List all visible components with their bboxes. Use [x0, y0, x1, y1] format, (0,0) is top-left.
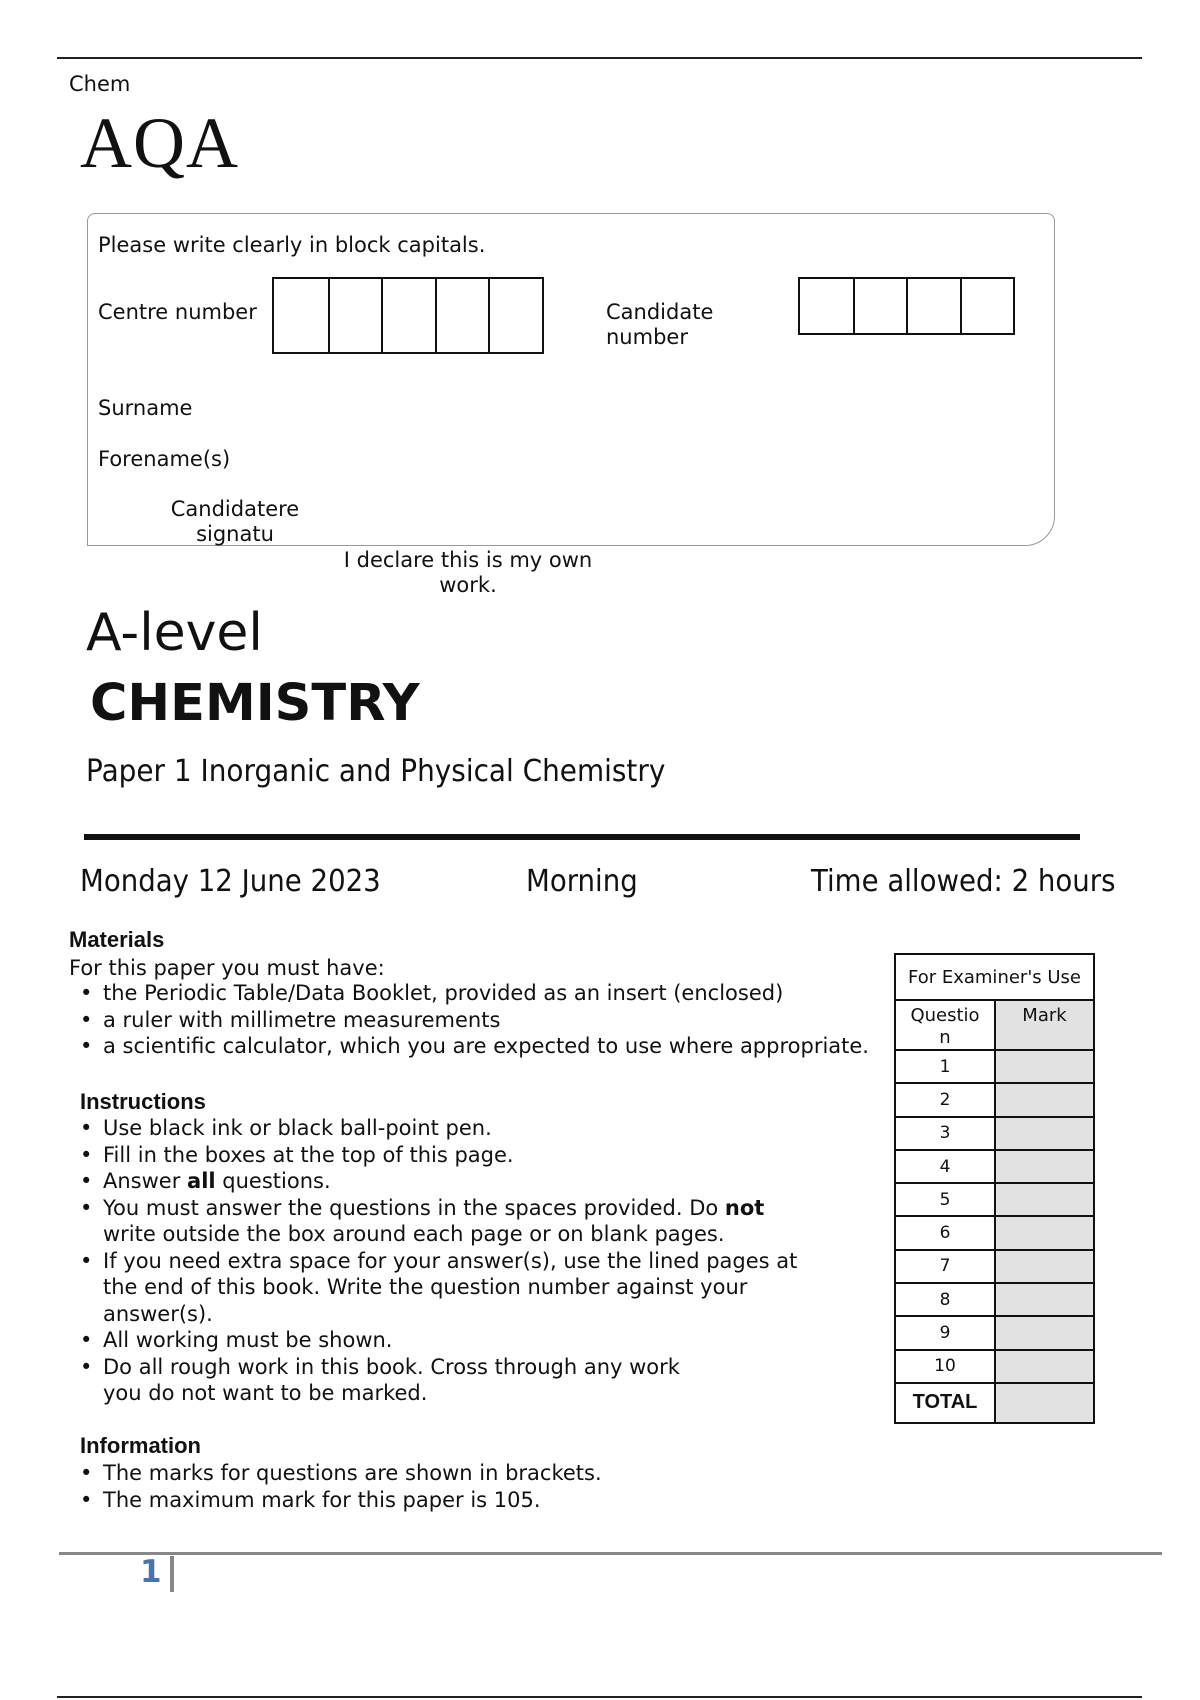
forenames-label: Forename(s): [98, 447, 231, 471]
list-item: • All working must be shown.: [69, 1327, 889, 1354]
time-allowed: Time allowed: 2 hours: [811, 864, 1116, 899]
item-text: You must answer the questions in the spaces provided. Do: [103, 1195, 725, 1220]
signature-label-line1: Candidatere: [170, 497, 300, 521]
centre-number-boxes[interactable]: [272, 277, 544, 354]
materials-list: [69, 980, 869, 1060]
question-number: 9: [895, 1316, 995, 1349]
item-text: answer(s).: [103, 1301, 213, 1326]
item-text: Answer: [103, 1169, 188, 1193]
question-number: 10: [895, 1350, 995, 1383]
mark-cell: [995, 1216, 1094, 1249]
item-emphasis: not: [724, 1195, 765, 1220]
mark-cell: [995, 1316, 1094, 1349]
declaration-line1: I declare this is my own: [343, 548, 593, 572]
list-item: • The marks for questions are shown in brackets.: [69, 1460, 602, 1487]
aqa-logo: AQA: [80, 103, 239, 183]
list-item: [69, 1248, 889, 1328]
mark-cell: [995, 1350, 1094, 1383]
question-number: 4: [895, 1150, 995, 1183]
mark-cell: [995, 1150, 1094, 1183]
title-divider: [84, 834, 1080, 840]
surname-label: Surname: [98, 396, 193, 420]
centre-number-digit[interactable]: [488, 279, 542, 352]
signature-label: [150, 497, 320, 547]
list-item: • a ruler with millimetre measurements: [69, 1007, 869, 1034]
mark-cell: [995, 1083, 1094, 1116]
question-header-line1: Questio: [910, 1005, 980, 1026]
candidate-number-label-line1: Candidate: [606, 300, 714, 324]
forenames-field[interactable]: [260, 439, 1020, 473]
information-heading: Information: [80, 1433, 201, 1458]
item-text: write outside the box around each page or on blank pages.: [103, 1222, 725, 1246]
question-number: 2: [895, 1083, 995, 1116]
list-item: [69, 1195, 889, 1248]
item-emphasis: all: [187, 1169, 216, 1193]
page-number-bar: [170, 1556, 174, 1592]
item-text: the end of this book. Write the question number against your: [103, 1275, 748, 1299]
list-item: • Fill in the boxes at the top of this page.: [69, 1142, 889, 1169]
qualification-level: A-level: [86, 603, 263, 663]
bottom-rule: [57, 1696, 1142, 1698]
mark-cell: [995, 1050, 1094, 1083]
list-item: [69, 1354, 889, 1407]
paper-title: Paper 1 Inorganic and Physical Chemistry: [86, 754, 666, 789]
mark-column-header: Mark: [995, 1000, 1094, 1050]
item-text: If you need extra space for your answer(s), use the lined pages at: [103, 1248, 798, 1273]
list-item: • the Periodic Table/Data Booklet, provided as an insert (enclosed): [69, 980, 869, 1007]
footer-rule: [59, 1552, 1162, 1555]
materials-heading: Materials: [69, 927, 165, 952]
mark-cell: [995, 1117, 1094, 1150]
list-item: • a scientific calculator, which you are expected to use where appropriate.: [69, 1033, 869, 1060]
total-mark-cell: [995, 1383, 1094, 1423]
question-number: 1: [895, 1050, 995, 1083]
candidate-number-digit[interactable]: [800, 279, 853, 333]
information-list: [69, 1460, 602, 1513]
signature-label-line2: signatu: [196, 522, 274, 546]
candidate-number-digit[interactable]: [960, 279, 1013, 333]
mark-cell: [995, 1283, 1094, 1316]
list-item: • Use black ink or black ball-point pen.: [69, 1115, 889, 1142]
examiner-use-table: [894, 953, 1095, 1424]
centre-number-digit[interactable]: [328, 279, 382, 352]
declaration-line2: work.: [439, 573, 497, 597]
surname-field[interactable]: [260, 388, 1020, 422]
instructions-heading: Instructions: [80, 1089, 206, 1114]
question-number: 6: [895, 1216, 995, 1249]
question-number: 8: [895, 1283, 995, 1316]
item-text: you do not want to be marked.: [103, 1381, 428, 1405]
item-text: questions.: [215, 1169, 331, 1193]
question-number: 7: [895, 1250, 995, 1283]
centre-number-label: Centre number: [98, 300, 257, 324]
candidate-number-digit[interactable]: [906, 279, 959, 333]
subject-title: CHEMISTRY: [90, 674, 420, 733]
mark-cell: [995, 1183, 1094, 1216]
question-number: 5: [895, 1183, 995, 1216]
page-number: 1: [140, 1554, 162, 1590]
candidate-number-digit[interactable]: [853, 279, 906, 333]
mark-cell: [995, 1250, 1094, 1283]
header-code: Chem: [69, 72, 131, 96]
exam-session: Morning: [526, 864, 638, 899]
instructions-list: [69, 1115, 889, 1407]
list-item: • The maximum mark for this paper is 105.: [69, 1487, 602, 1514]
question-number: 3: [895, 1117, 995, 1150]
block-capitals-instruction: Please write clearly in block capitals.: [98, 233, 486, 257]
question-header-line2: n: [939, 1027, 951, 1048]
top-rule: [57, 57, 1142, 59]
candidate-number-boxes[interactable]: [798, 277, 1015, 335]
candidate-number-label: [606, 300, 713, 350]
total-label: TOTAL: [895, 1383, 995, 1423]
centre-number-digit[interactable]: [274, 279, 328, 352]
centre-number-digit[interactable]: [435, 279, 489, 352]
examiner-table-title: For Examiner's Use: [895, 954, 1094, 1000]
question-column-header: [895, 1000, 995, 1050]
centre-number-digit[interactable]: [381, 279, 435, 352]
declaration-text: [318, 548, 618, 598]
list-item: [69, 1168, 889, 1195]
signature-field[interactable]: [340, 490, 1020, 530]
materials-intro: For this paper you must have:: [69, 956, 385, 980]
candidate-number-label-line2: number: [606, 325, 688, 349]
item-text: Do all rough work in this book. Cross through any work: [103, 1354, 680, 1379]
exam-date: Monday 12 June 2023: [80, 864, 381, 899]
